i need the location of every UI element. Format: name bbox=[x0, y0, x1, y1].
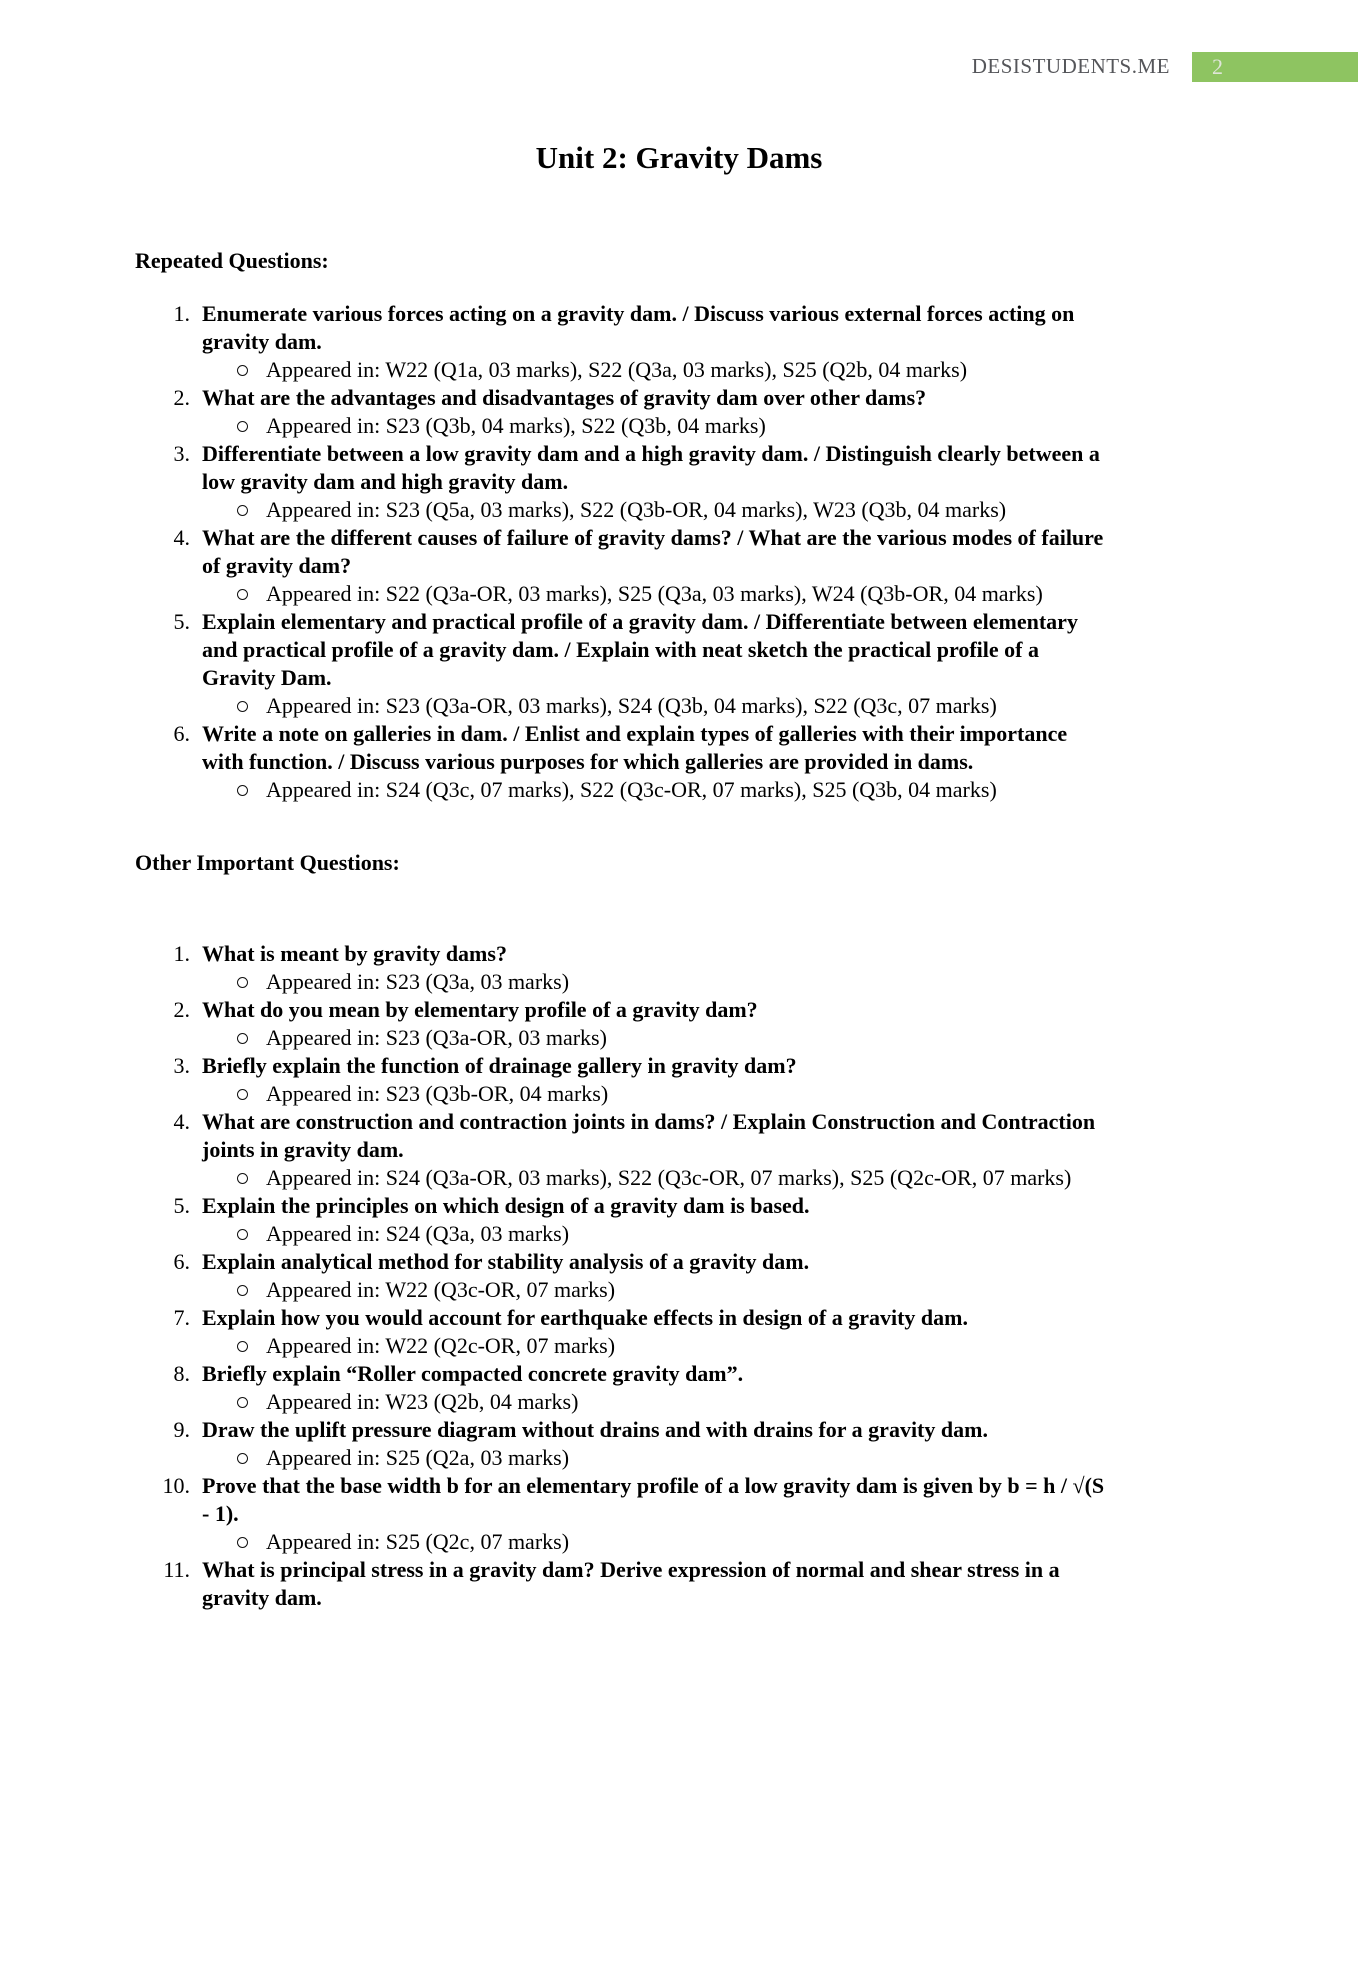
question-item bbox=[135, 940, 1105, 996]
question-text: Explain the principles on which design of a gravity dam is based. bbox=[202, 1193, 810, 1218]
section-other-important-questions bbox=[135, 850, 1105, 1612]
document-page bbox=[0, 52, 1358, 1612]
question-text: What is principal stress in a gravity dam? Derive expression of normal and shear stress in a gravity dam. bbox=[202, 1557, 1060, 1610]
appearance-text: Appeared in: W22 (Q1a, 03 marks), S22 (Q3a, 03 marks), S25 (Q2b, 04 marks) bbox=[266, 357, 968, 382]
question-number: 7. bbox=[173, 1305, 190, 1330]
appearance-line bbox=[202, 968, 1105, 996]
question-number: 9. bbox=[173, 1417, 190, 1442]
question-number: 10. bbox=[162, 1473, 190, 1498]
section-heading: Repeated Questions: bbox=[135, 248, 329, 273]
appearance-line bbox=[202, 1332, 1105, 1360]
hollow-bullet-icon bbox=[237, 1341, 248, 1352]
question-text: Explain how you would account for earthquake effects in design of a gravity dam. bbox=[202, 1305, 968, 1330]
question-text: Briefly explain “Roller compacted concrete gravity dam”. bbox=[202, 1361, 744, 1386]
question-number: 1. bbox=[173, 301, 190, 326]
question-number: 4. bbox=[173, 1109, 190, 1134]
appearance-text: Appeared in: S24 (Q3a-OR, 03 marks), S22 (Q3c-OR, 07 marks), S25 (Q2c-OR, 07 marks) bbox=[266, 1165, 1072, 1190]
appearance-text: Appeared in: S23 (Q3a-OR, 03 marks), S24 (Q3b, 04 marks), S22 (Q3c, 07 marks) bbox=[266, 693, 997, 718]
appearance-text: Appeared in: S25 (Q2c, 07 marks) bbox=[266, 1529, 570, 1554]
hollow-bullet-icon bbox=[237, 589, 248, 600]
content-column bbox=[0, 248, 1105, 1612]
appearance-line bbox=[202, 496, 1105, 524]
hollow-bullet-icon bbox=[237, 421, 248, 432]
question-number: 8. bbox=[173, 1361, 190, 1386]
question-item bbox=[135, 608, 1105, 720]
appearance-text: Appeared in: S24 (Q3a, 03 marks) bbox=[266, 1221, 570, 1246]
question-item bbox=[135, 1556, 1105, 1612]
hollow-bullet-icon bbox=[237, 1285, 248, 1296]
hollow-bullet-icon bbox=[237, 365, 248, 376]
question-number: 3. bbox=[173, 441, 190, 466]
question-item bbox=[135, 384, 1105, 440]
question-number: 5. bbox=[173, 1193, 190, 1218]
question-text: Differentiate between a low gravity dam and a high gravity dam. / Distinguish clearly between a low gravity dam and high gravity dam. bbox=[202, 441, 1100, 494]
appearance-text: Appeared in: W22 (Q2c-OR, 07 marks) bbox=[266, 1333, 616, 1358]
question-text: What are the advantages and disadvantages of gravity dam over other dams? bbox=[202, 385, 927, 410]
question-number: 2. bbox=[173, 385, 190, 410]
page-header bbox=[0, 52, 1358, 82]
hollow-bullet-icon bbox=[237, 1033, 248, 1044]
question-number: 11. bbox=[163, 1557, 190, 1582]
hollow-bullet-icon bbox=[237, 1173, 248, 1184]
appearance-text: Appeared in: S23 (Q3b-OR, 04 marks) bbox=[266, 1081, 609, 1106]
appearance-text: Appeared in: S24 (Q3c, 07 marks), S22 (Q3c-OR, 07 marks), S25 (Q3b, 04 marks) bbox=[266, 777, 997, 802]
question-item bbox=[135, 1248, 1105, 1304]
question-text: Briefly explain the function of drainage gallery in gravity dam? bbox=[202, 1053, 797, 1078]
question-item bbox=[135, 1052, 1105, 1108]
appearance-line bbox=[202, 1164, 1105, 1192]
question-list bbox=[135, 940, 1105, 1612]
appearance-line bbox=[202, 1080, 1105, 1108]
appearance-line bbox=[202, 692, 1105, 720]
question-number: 3. bbox=[173, 1053, 190, 1078]
question-text: What is meant by gravity dams? bbox=[202, 941, 507, 966]
question-item bbox=[135, 1304, 1105, 1360]
appearance-text: Appeared in: S23 (Q3a-OR, 03 marks) bbox=[266, 1025, 607, 1050]
appearance-line bbox=[202, 1024, 1105, 1052]
appearance-line bbox=[202, 412, 1105, 440]
hollow-bullet-icon bbox=[237, 505, 248, 516]
question-number: 1. bbox=[173, 941, 190, 966]
question-item bbox=[135, 440, 1105, 524]
question-text: Enumerate various forces acting on a gravity dam. / Discuss various external forces acting on gravity dam. bbox=[202, 301, 1075, 354]
question-item bbox=[135, 1472, 1105, 1556]
question-item bbox=[135, 300, 1105, 384]
question-item bbox=[135, 1108, 1105, 1192]
appearance-line bbox=[202, 356, 1105, 384]
appearance-text: Appeared in: W22 (Q3c-OR, 07 marks) bbox=[266, 1277, 616, 1302]
hollow-bullet-icon bbox=[237, 1229, 248, 1240]
section-repeated-questions bbox=[135, 248, 1105, 804]
appearance-line bbox=[202, 1388, 1105, 1416]
hollow-bullet-icon bbox=[237, 785, 248, 796]
site-name: DESISTUDENTS.ME bbox=[971, 54, 1170, 78]
question-number: 4. bbox=[173, 525, 190, 550]
question-list bbox=[135, 300, 1105, 804]
appearance-text: Appeared in: W23 (Q2b, 04 marks) bbox=[266, 1389, 579, 1414]
question-text: Prove that the base width b for an elementary profile of a low gravity dam is given by b = h / √(S - 1). bbox=[202, 1473, 1105, 1526]
question-number: 6. bbox=[173, 1249, 190, 1274]
appearance-line bbox=[202, 776, 1105, 804]
question-item bbox=[135, 996, 1105, 1052]
question-text: What do you mean by elementary profile of a gravity dam? bbox=[202, 997, 758, 1022]
question-number: 5. bbox=[173, 609, 190, 634]
appearance-text: Appeared in: S22 (Q3a-OR, 03 marks), S25 (Q3a, 03 marks), W24 (Q3b-OR, 04 marks) bbox=[266, 581, 1043, 606]
question-item bbox=[135, 720, 1105, 804]
question-number: 6. bbox=[173, 721, 190, 746]
appearance-text: Appeared in: S23 (Q5a, 03 marks), S22 (Q3b-OR, 04 marks), W23 (Q3b, 04 marks) bbox=[266, 497, 1007, 522]
hollow-bullet-icon bbox=[237, 701, 248, 712]
appearance-line bbox=[202, 580, 1105, 608]
page-number-badge bbox=[1192, 52, 1358, 82]
appearance-text: Appeared in: S23 (Q3b, 04 marks), S22 (Q3b, 04 marks) bbox=[266, 413, 766, 438]
question-item bbox=[135, 1360, 1105, 1416]
question-item bbox=[135, 524, 1105, 608]
question-text: Explain elementary and practical profile of a gravity dam. / Differentiate between elementary and practical profile of a gravity dam. / Explain with neat sketch the practical profile of a Gravity Dam. bbox=[202, 609, 1078, 690]
hollow-bullet-icon bbox=[237, 1397, 248, 1408]
question-text: Draw the uplift pressure diagram without drains and with drains for a gravity dam. bbox=[202, 1417, 988, 1442]
appearance-text: Appeared in: S25 (Q2a, 03 marks) bbox=[266, 1445, 570, 1470]
question-text: Write a note on galleries in dam. / Enlist and explain types of galleries with their importance with function. / Discuss various purposes for which galleries are provided in dams. bbox=[202, 721, 1068, 774]
appearance-text: Appeared in: S23 (Q3a, 03 marks) bbox=[266, 969, 570, 994]
question-text: Explain analytical method for stability analysis of a gravity dam. bbox=[202, 1249, 810, 1274]
question-text: What are construction and contraction joints in dams? / Explain Construction and Contraction joints in gravity dam. bbox=[202, 1109, 1096, 1162]
appearance-line bbox=[202, 1220, 1105, 1248]
appearance-line bbox=[202, 1276, 1105, 1304]
page-number: 2 bbox=[1212, 54, 1223, 79]
question-number: 2. bbox=[173, 997, 190, 1022]
question-text: What are the different causes of failure of gravity dams? / What are the various modes of failure of gravity dam? bbox=[202, 525, 1104, 578]
hollow-bullet-icon bbox=[237, 1537, 248, 1548]
hollow-bullet-icon bbox=[237, 977, 248, 988]
section-heading: Other Important Questions: bbox=[135, 850, 400, 875]
page-title: Unit 2: Gravity Dams bbox=[535, 140, 823, 175]
hollow-bullet-icon bbox=[237, 1453, 248, 1464]
question-item bbox=[135, 1192, 1105, 1248]
appearance-line bbox=[202, 1444, 1105, 1472]
hollow-bullet-icon bbox=[237, 1089, 248, 1100]
question-item bbox=[135, 1416, 1105, 1472]
appearance-line bbox=[202, 1528, 1105, 1556]
